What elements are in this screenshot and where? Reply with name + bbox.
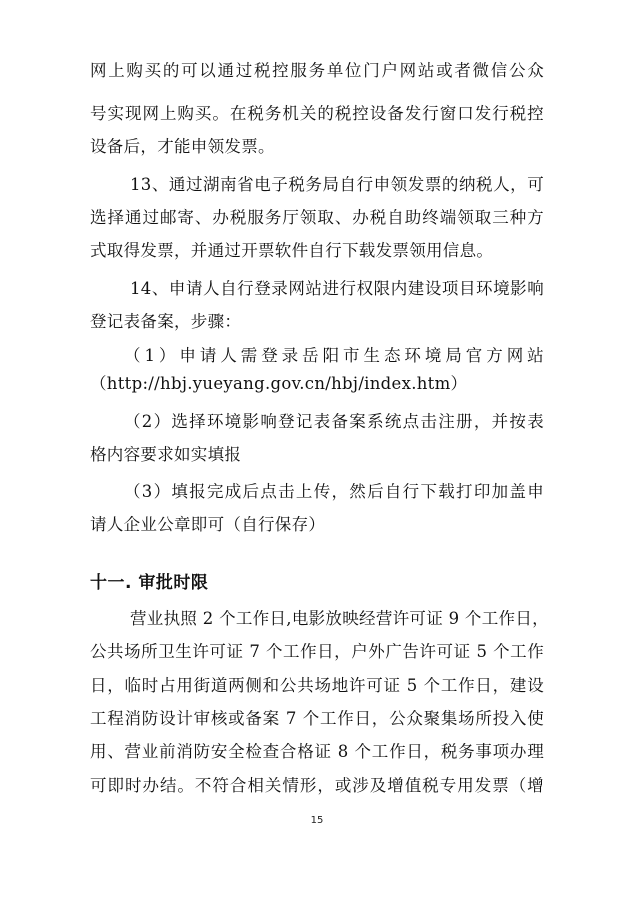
section-line-5: 用、营业前消防安全检查合格证 8 个工作日，税务事项办理 [90, 742, 544, 761]
body-line-7: 14、申请人自行登录网站进行权限内建设项目环境影响 [130, 279, 544, 298]
section-line-4: 工程消防设计审核或备案 7 个工作日，公众聚集场所投入使 [90, 709, 544, 728]
section-line-6: 可即时办结。不符合相关情形，或涉及增值税专用发票（增 [90, 776, 544, 795]
body-line-2: 号实现网上购买。在税务机关的税控设备发行窗口发行税控 [90, 104, 544, 123]
body-line-12: 格内容要求如实填报 [90, 445, 242, 464]
body-line-url: （http://hbj.yueyang.gov.cn/hbj/index.htm） [90, 374, 468, 393]
body-line-13: （3）填报完成后点击上传，然后自行下载打印加盖申 [124, 482, 544, 501]
body-line-9: （1）申请人需登录岳阳市生态环境局官方网站 [124, 346, 544, 365]
page-number: 15 [310, 815, 324, 826]
section-heading: 十一. 审批时限 [90, 573, 209, 593]
body-line-8: 登记表备案，步骤： [90, 312, 242, 331]
section-line-3: 日，临时占用街道两侧和公共场地许可证 5 个工作日，建设 [90, 676, 544, 695]
body-line-11: （2）选择环境影响登记表备案系统点击注册，并按表 [124, 412, 544, 431]
body-line-14: 请人企业公章即可（自行保存） [90, 515, 326, 534]
body-line-1: 网上购买的可以通过税控服务单位门户网站或者微信公众 [90, 61, 544, 80]
body-line-6: 式取得发票，并通过开票软件自行下载发票领用信息。 [90, 241, 494, 260]
body-line-3: 设备后，才能申领发票。 [90, 137, 275, 156]
body-line-4: 13、通过湖南省电子税务局自行申领发票的纳税人，可 [130, 175, 544, 194]
section-line-1: 营业执照 2 个工作日,电影放映经营许可证 9 个工作日， [130, 609, 549, 628]
section-line-2: 公共场所卫生许可证 7 个工作日，户外广告许可证 5 个工作 [90, 642, 544, 661]
body-line-5: 选择通过邮寄、办税服务厅领取、办税自助终端领取三种方 [90, 208, 544, 227]
